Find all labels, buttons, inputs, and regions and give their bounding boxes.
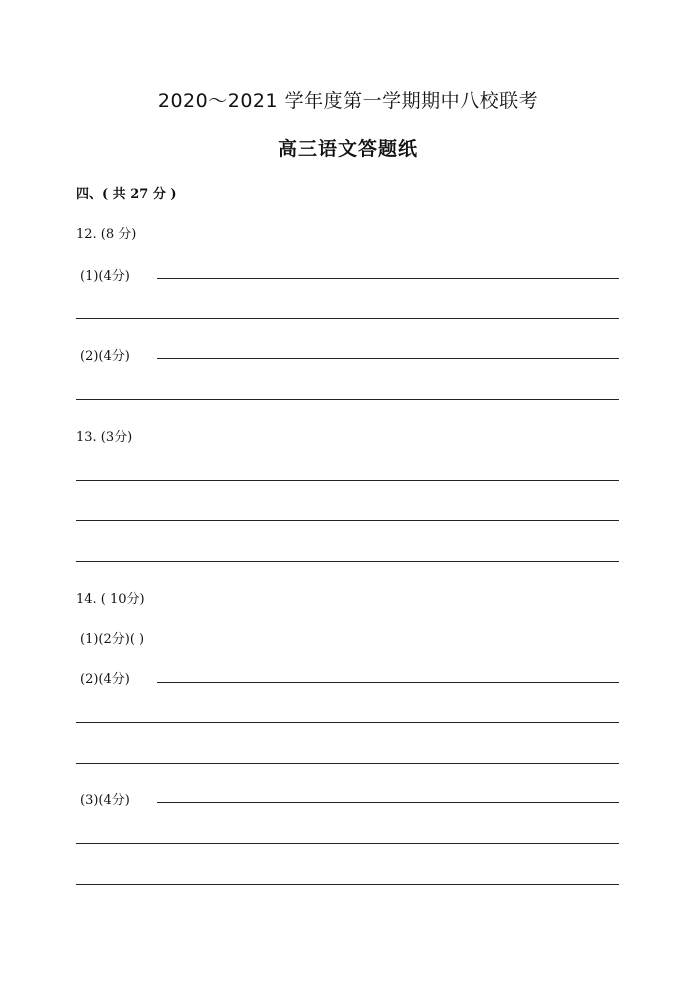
page-title: 2020～2021 学年度第一学期期中八校联考 [157,90,539,112]
question-14-part-3-label: (3)(4分) [80,793,130,808]
question-14-part-2-label: (2)(4分) [80,672,130,687]
answer-line[interactable] [76,884,619,885]
answer-line[interactable] [76,722,619,723]
question-12-label: 12. (8 分) [76,227,137,242]
question-12-part-1-label: (1)(4分) [80,269,130,284]
answer-line[interactable] [76,520,619,521]
answer-line[interactable] [76,480,619,481]
question-14-label: 14. ( 10分) [76,592,145,607]
answer-line[interactable] [76,561,619,562]
answer-line[interactable] [157,358,619,359]
page-subtitle: 高三语文答题纸 [277,138,418,160]
answer-line[interactable] [76,843,619,844]
question-13-label: 13. (3分) [76,430,133,445]
answer-line[interactable] [157,278,619,279]
answer-line[interactable] [76,399,619,400]
answer-line[interactable] [157,802,619,803]
question-14-part-1-label: (1)(2分)( ) [80,632,145,647]
answer-line[interactable] [76,763,619,764]
answer-line[interactable] [76,318,619,319]
section-heading: 四、( 共 27 分 ) [76,187,177,202]
question-12-part-2-label: (2)(4分) [80,349,130,364]
answer-line[interactable] [157,682,619,683]
